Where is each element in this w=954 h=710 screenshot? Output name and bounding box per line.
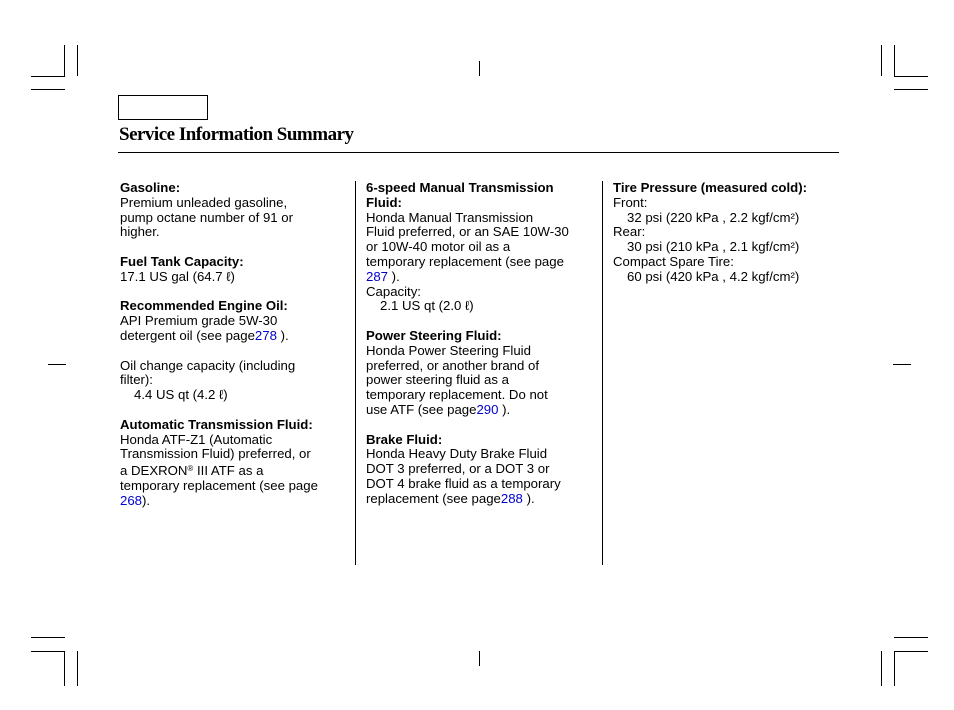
mtf-text: Fluid preferred, or an SAE 10W-30 bbox=[366, 224, 569, 240]
mtf-text-end: ). bbox=[388, 268, 400, 284]
crop-mark bbox=[893, 364, 911, 365]
fuel-tank-value: 17.1 US gal (64.7 ℓ) bbox=[120, 268, 235, 284]
crop-mark bbox=[31, 651, 65, 652]
registered-mark: ® bbox=[187, 464, 194, 474]
mtf-capacity-label: Capacity: bbox=[366, 283, 421, 299]
brake-fluid-text-post: ). bbox=[522, 490, 535, 506]
tire-spare-value: 60 psi (420 kPa , 4.2 kgf/cm²) bbox=[627, 268, 800, 284]
page-title: Service Information Summary bbox=[119, 124, 354, 145]
brake-fluid-text: Honda Heavy Duty Brake Fluid bbox=[366, 446, 548, 462]
crop-mark bbox=[64, 45, 65, 76]
column-middle bbox=[366, 181, 594, 521]
atf-heading: Automatic Transmission Fluid: bbox=[120, 416, 313, 432]
brake-fluid-text: DOT 4 brake fluid as a temporary bbox=[366, 475, 561, 491]
page-link-288[interactable]: 288 bbox=[500, 490, 523, 506]
tire-rear-label: Rear: bbox=[613, 224, 646, 240]
power-steering-text: Honda Power Steering Fluid bbox=[366, 342, 531, 358]
section-tab-box bbox=[118, 95, 208, 120]
engine-oil-heading: Recommended Engine Oil: bbox=[120, 298, 288, 314]
atf-text-pre: a DEXRON bbox=[120, 463, 188, 479]
crop-mark bbox=[894, 651, 928, 652]
mtf-section bbox=[366, 181, 594, 314]
crop-mark bbox=[31, 637, 65, 638]
tire-pressure-section bbox=[613, 181, 841, 285]
power-steering-text bbox=[366, 403, 594, 418]
oil-capacity-value: 4.4 US qt (4.2 ℓ) bbox=[134, 387, 228, 403]
brake-fluid-text-pre: replacement (see page bbox=[366, 490, 501, 506]
mtf-text: Honda Manual Transmission bbox=[366, 209, 534, 225]
atf-text-post: III ATF as a bbox=[193, 463, 264, 479]
atf-text: Transmission Fluid) preferred, or bbox=[120, 446, 311, 462]
page-link-278[interactable]: 278 bbox=[254, 327, 277, 343]
column-left bbox=[120, 181, 348, 523]
oil-capacity-label: filter): bbox=[120, 372, 153, 388]
title-divider bbox=[118, 152, 839, 153]
tire-spare-label: Compact Spare Tire: bbox=[613, 253, 734, 269]
crop-mark bbox=[77, 45, 78, 76]
atf-text bbox=[120, 494, 348, 509]
atf-text: temporary replacement (see page bbox=[120, 477, 318, 493]
crop-mark bbox=[894, 637, 928, 638]
engine-oil-text bbox=[120, 329, 348, 344]
crop-mark bbox=[894, 651, 895, 686]
column-right bbox=[613, 181, 841, 299]
mtf-text: or 10W-40 motor oil as a bbox=[366, 239, 511, 255]
power-steering-text: preferred, or another brand of bbox=[366, 357, 540, 373]
brake-fluid-section bbox=[366, 433, 594, 507]
engine-oil-text: API Premium grade 5W-30 bbox=[120, 313, 278, 329]
crop-mark bbox=[894, 45, 895, 76]
gasoline-text: higher. bbox=[120, 224, 160, 240]
gasoline-heading: Gasoline: bbox=[120, 180, 181, 195]
column-divider bbox=[602, 181, 603, 565]
atf-text bbox=[120, 462, 348, 479]
crop-mark bbox=[64, 651, 65, 686]
brake-fluid-heading: Brake Fluid: bbox=[366, 431, 443, 447]
power-steering-text-post: ). bbox=[498, 401, 511, 417]
fuel-tank-section bbox=[120, 255, 348, 285]
power-steering-text-pre: use ATF (see page bbox=[366, 401, 477, 417]
fuel-tank-heading: Fuel Tank Capacity: bbox=[120, 253, 244, 269]
power-steering-heading: Power Steering Fluid: bbox=[366, 327, 502, 343]
gasoline-text: Premium unleaded gasoline, bbox=[120, 194, 288, 210]
atf-section bbox=[120, 418, 348, 509]
power-steering-section bbox=[366, 329, 594, 418]
power-steering-text: power steering fluid as a bbox=[366, 372, 509, 388]
mtf-heading: 6-speed Manual Transmission bbox=[366, 180, 554, 195]
oil-capacity-label: Oil change capacity (including bbox=[120, 357, 296, 373]
crop-mark bbox=[31, 89, 65, 90]
gasoline-section bbox=[120, 181, 348, 240]
tire-pressure-heading: Tire Pressure (measured cold): bbox=[613, 180, 807, 195]
power-steering-text: temporary replacement. Do not bbox=[366, 387, 548, 403]
page-link-268[interactable]: 268 bbox=[120, 492, 143, 508]
crop-mark bbox=[881, 651, 882, 686]
brake-fluid-text bbox=[366, 492, 594, 507]
engine-oil-section bbox=[120, 299, 348, 343]
crop-mark bbox=[894, 76, 928, 77]
brake-fluid-text: DOT 3 preferred, or a DOT 3 or bbox=[366, 461, 550, 477]
mtf-text bbox=[366, 270, 594, 285]
crop-mark bbox=[48, 364, 66, 365]
gasoline-text: pump octane number of 91 or bbox=[120, 209, 294, 225]
page-link-287[interactable]: 287 bbox=[366, 268, 389, 284]
crop-mark bbox=[479, 61, 480, 76]
page-link-290[interactable]: 290 bbox=[476, 401, 499, 417]
column-divider bbox=[355, 181, 356, 565]
atf-text-end: ). bbox=[142, 492, 151, 508]
tire-front-label: Front: bbox=[613, 194, 648, 210]
oil-capacity-section bbox=[120, 359, 348, 403]
crop-mark bbox=[31, 76, 65, 77]
mtf-text: temporary replacement (see page bbox=[366, 253, 564, 269]
mtf-capacity-value: 2.1 US qt (2.0 ℓ) bbox=[380, 298, 474, 314]
crop-mark bbox=[881, 45, 882, 76]
tire-front-value: 32 psi (220 kPa , 2.2 kgf/cm²) bbox=[627, 209, 800, 225]
atf-text: Honda ATF-Z1 (Automatic bbox=[120, 431, 273, 447]
crop-mark bbox=[77, 651, 78, 686]
engine-oil-text-post: ). bbox=[276, 327, 289, 343]
crop-mark bbox=[479, 651, 480, 666]
engine-oil-text-pre: detergent oil (see page bbox=[120, 327, 255, 343]
mtf-heading: Fluid: bbox=[366, 194, 402, 210]
tire-rear-value: 30 psi (210 kPa , 2.1 kgf/cm²) bbox=[627, 239, 800, 255]
crop-mark bbox=[894, 89, 928, 90]
